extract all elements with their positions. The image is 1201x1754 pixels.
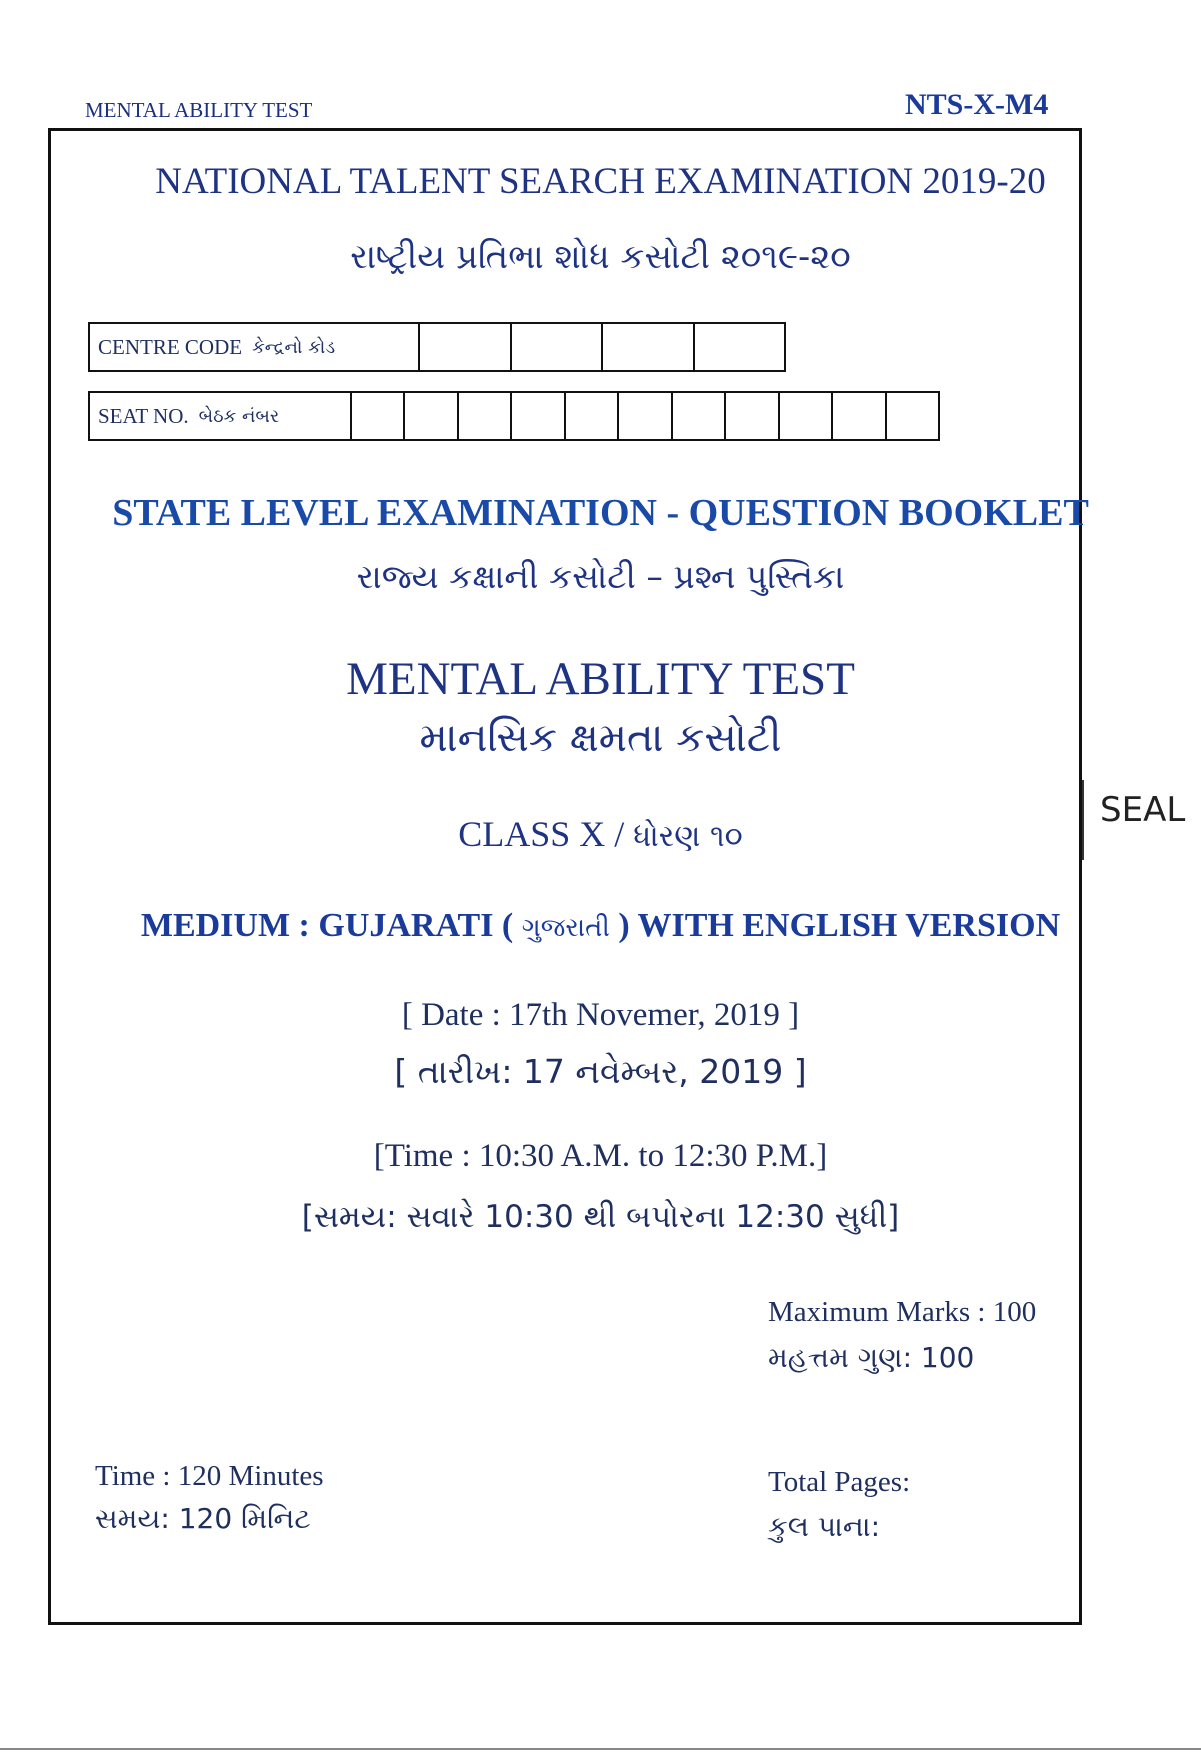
medium-gujarati: ગુજરાતી [521,913,610,943]
centre-code-box[interactable] [418,324,509,370]
scan-edge-line [0,1748,1201,1750]
seat-number-box[interactable] [457,393,511,439]
seat-number-label-gu: બેઠક નંબર [198,405,280,427]
exam-date-gujarati: [ તારીખ: 17 નવેમ્બર, 2019 ] [394,1052,807,1091]
total-pages-gujarati: કુલ પાના: [768,1510,881,1543]
exam-level-title-gujarati: રાજ્ય કક્ષાની કસોટી – પ્રશ્ન પુસ્તિકા [356,557,845,596]
centre-code-row [88,322,786,372]
medium-prefix: MEDIUM : GUJARATI ( [140,907,522,944]
duration: Time : 120 Minutes [95,1460,324,1492]
centre-code-box[interactable] [601,324,692,370]
maximum-marks: Maximum Marks : 100 [768,1296,1037,1328]
seat-number-box[interactable] [671,393,725,439]
exam-time: [Time : 10:30 A.M. to 12:30 P.M.] [373,1138,828,1174]
class-label-gujarati: ધોરણ ૧૦ [633,819,743,854]
seat-number-row [88,391,940,441]
seat-number-box[interactable] [403,393,457,439]
exam-level-title: STATE LEVEL EXAMINATION - QUESTION BOOKLET [112,492,1089,534]
duration-gujarati: સમય: 120 મિનિટ [95,1502,311,1535]
seat-number-box[interactable] [617,393,671,439]
maximum-marks-gujarati: મહત્તમ ગુણ: 100 [768,1341,975,1374]
centre-code-label-gu: કેન્દ્રનો કોડ [252,336,336,358]
class-line [0,813,1201,855]
seat-number-label [90,393,350,439]
exam-date: [ Date : 17th Novemer, 2019 ] [401,997,800,1033]
centre-code-box[interactable] [693,324,784,370]
subject-title: MENTAL ABILITY TEST [346,653,855,705]
exam-title: NATIONAL TALENT SEARCH EXAMINATION 2019-20 [155,161,1046,202]
subject-title-gujarati: માનસિક ક્ષમતા કસોટી [419,715,782,761]
seat-number-box[interactable] [885,393,939,439]
class-label: CLASS X / [458,814,634,854]
header-subject: MENTAL ABILITY TEST [85,98,313,122]
exam-title-gujarati: રાષ્ટ્રીય પ્રતિભા શોધ કસોટી ૨૦૧૯-૨૦ [350,237,851,277]
paper-code: NTS-X-M4 [905,88,1049,121]
total-pages: Total Pages: [768,1466,911,1498]
exam-time-gujarati: [સમય: સવારે 10:30 થી બપોરના 12:30 સુધી] [301,1199,900,1235]
seat-number-box[interactable] [564,393,618,439]
medium-suffix: ) WITH ENGLISH VERSION [609,907,1061,944]
seat-number-label-en: SEAT NO. [98,403,189,428]
seal-label: SEAL [1082,780,1201,860]
seat-number-box[interactable] [778,393,832,439]
seat-number-box[interactable] [350,393,404,439]
seat-number-box[interactable] [724,393,778,439]
seat-number-box[interactable] [831,393,885,439]
medium-line [0,907,1201,945]
centre-code-box[interactable] [510,324,601,370]
centre-code-label-en: CENTRE CODE [98,334,243,359]
centre-code-label [90,324,418,370]
seat-number-box[interactable] [510,393,564,439]
